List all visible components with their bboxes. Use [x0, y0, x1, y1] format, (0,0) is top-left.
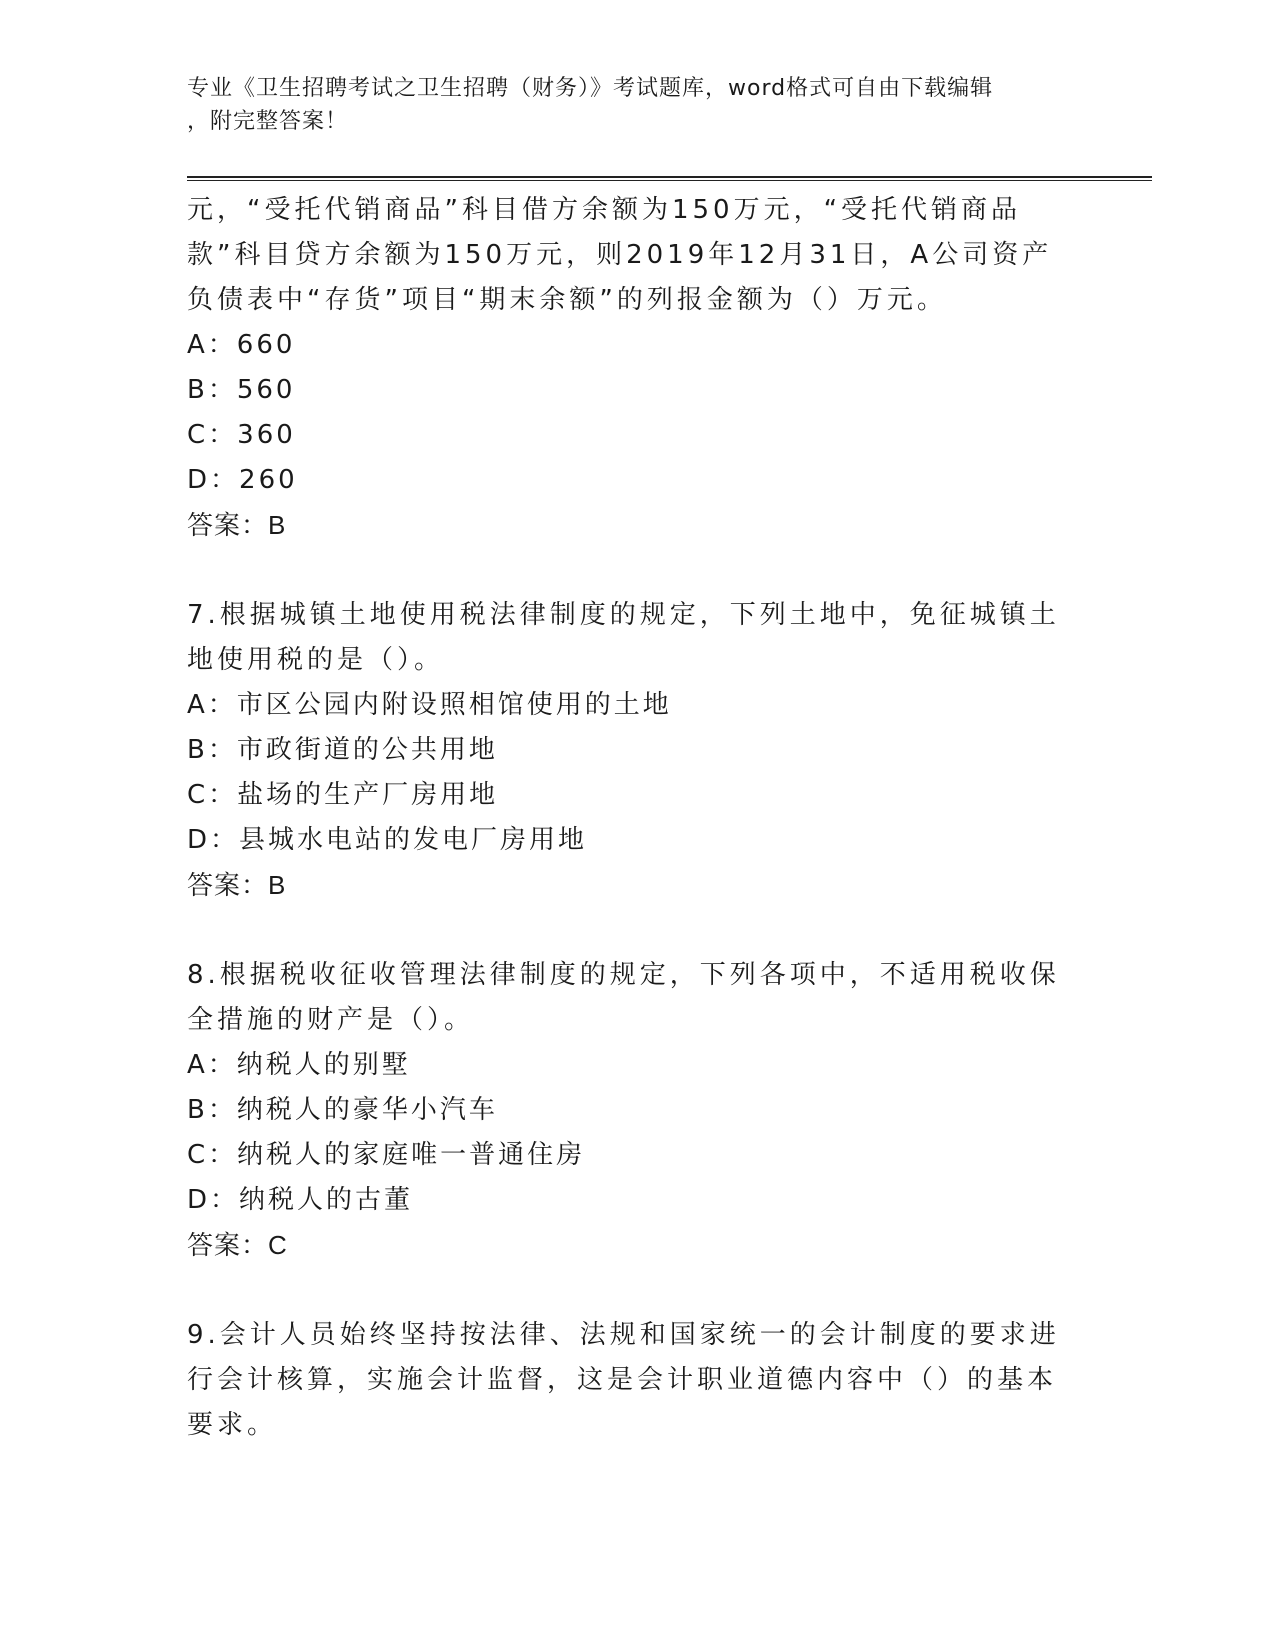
question-spacer — [187, 548, 1067, 593]
question-stem: 7.根据城镇土地使用税法律制度的规定，下列土地中，免征城镇土地使用税的是（）。 — [187, 600, 1060, 675]
option-d: D：县城水电站的发电厂房用地 — [187, 825, 588, 855]
option-c: C：360 — [187, 420, 296, 450]
option-c: C：纳税人的家庭唯一普通住房 — [187, 1140, 586, 1170]
answer-line: 答案：C — [187, 1230, 288, 1260]
option-c: C：盐场的生产厂房用地 — [187, 780, 499, 810]
answer-line: 答案：B — [187, 510, 287, 540]
option-a: A：660 — [187, 330, 296, 360]
header-title-line-2: ，附完整答案！ — [187, 109, 349, 134]
option-d: D：纳税人的古董 — [187, 1185, 414, 1215]
question-stem: 9.会计人员始终坚持按法律、法规和国家统一的会计制度的要求进行会计核算，实施会计监督，这是会计职业道德内容中（）的基本要求。 — [187, 1320, 1060, 1440]
option-b: B：560 — [187, 375, 296, 405]
question-block — [187, 1313, 1067, 1448]
question-spacer — [187, 908, 1067, 953]
question-block — [187, 188, 1067, 548]
document-header — [187, 72, 1067, 138]
question-block — [187, 953, 1067, 1268]
question-list — [187, 188, 1067, 1448]
header-title-line-1: 专业《卫生招聘考试之卫生招聘（财务）》考试题库，word格式可自由下载编辑 — [187, 76, 994, 101]
option-b: B：纳税人的豪华小汽车 — [187, 1095, 498, 1125]
question-stem: 8.根据税收征收管理法律制度的规定，下列各项中，不适用税收保全措施的财产是（）。 — [187, 960, 1060, 1035]
option-a: A：市区公园内附设照相馆使用的土地 — [187, 690, 672, 720]
question-stem: 元，“受托代销商品”科目借方余额为150万元，“受托代销商品款”科目贷方余额为150万元，则2019年12月31日，A公司资产负债表中“存货”项目“期末余额”的列报金额为（）万元。 — [187, 195, 1053, 315]
option-a: A：纳税人的别墅 — [187, 1050, 411, 1080]
header-divider — [187, 176, 1152, 181]
option-d: D：260 — [187, 465, 298, 495]
option-b: B：市政街道的公共用地 — [187, 735, 498, 765]
question-spacer — [187, 1268, 1067, 1313]
answer-line: 答案：B — [187, 870, 287, 900]
question-block — [187, 593, 1067, 908]
